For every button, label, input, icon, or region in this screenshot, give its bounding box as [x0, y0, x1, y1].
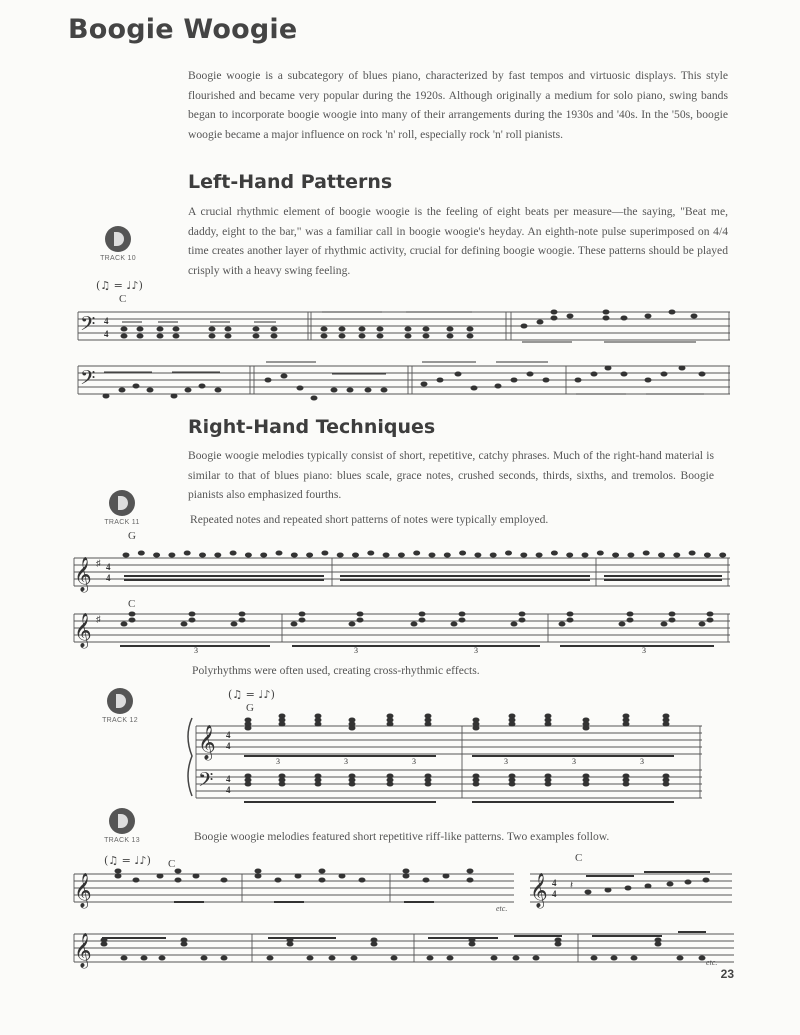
note-head — [473, 782, 479, 786]
note-head — [623, 782, 629, 786]
note-head — [101, 942, 107, 946]
note-head — [513, 956, 519, 960]
note-head — [545, 778, 551, 782]
note-head — [419, 612, 425, 616]
note-head — [221, 956, 227, 960]
triplet-label: 3 — [572, 757, 576, 766]
note-head — [154, 553, 160, 557]
intro-paragraph: Boogie woogie is a subcategory of blues piano, characterized by fast tempos and virtuosic displays. This style flourished and became very popular during the 1920s. Although originally a medium for solo piano, swing bands began to incorporate boogie woogie into many of their arrangements during the 1930s and '40s. In the '50s, boogie woogie became a major influence on rock 'n' roll, especially rock 'n' roll pianists. — [188, 69, 728, 141]
note-head — [339, 874, 345, 878]
note-head — [349, 726, 355, 730]
note-head — [677, 956, 683, 960]
note-head — [387, 778, 393, 782]
svg-text:4: 4 — [226, 741, 231, 751]
note-head — [491, 956, 497, 960]
note-head — [583, 718, 589, 722]
svg-text:𝄞: 𝄞 — [74, 613, 92, 648]
note-head — [663, 774, 669, 778]
note-head — [121, 956, 127, 960]
note-head — [315, 722, 321, 726]
note-head — [230, 551, 236, 555]
track-12-label: TRACK 12 — [102, 717, 138, 724]
note-head — [267, 956, 273, 960]
svg-text:𝄢: 𝄢 — [80, 366, 96, 394]
note-head — [315, 714, 321, 718]
note-head — [583, 726, 589, 730]
note-head — [509, 722, 515, 726]
note-head — [398, 553, 404, 557]
note-head — [291, 622, 297, 626]
triplet-label: 3 — [642, 646, 646, 655]
note-head — [279, 782, 285, 786]
note-head — [315, 718, 321, 722]
note-head — [279, 778, 285, 782]
svg-text:𝄽: 𝄽 — [570, 880, 574, 891]
note-head — [583, 722, 589, 726]
note-head — [349, 622, 355, 626]
note-head — [414, 551, 420, 555]
note-head — [704, 553, 710, 557]
note-head — [157, 874, 163, 878]
note-head — [349, 778, 355, 782]
note-head — [423, 878, 429, 882]
triplet-label: 3 — [474, 646, 478, 655]
note-head — [315, 782, 321, 786]
note-head — [299, 618, 305, 622]
caption-track-11: Repeated notes and repeated short patterns of notes were typically employed. — [190, 513, 549, 526]
note-head — [279, 722, 285, 726]
note-head — [169, 553, 175, 557]
left-hand-heading: Left-Hand Patterns — [188, 171, 393, 193]
note-head — [536, 553, 542, 557]
note-head — [351, 956, 357, 960]
note-head — [473, 722, 479, 726]
note-head — [511, 622, 517, 626]
note-head — [349, 782, 355, 786]
note-head — [299, 612, 305, 616]
svg-text:𝄢: 𝄢 — [198, 768, 214, 796]
note-head — [371, 942, 377, 946]
note-head — [567, 553, 573, 557]
note-head — [189, 618, 195, 622]
note-head — [628, 553, 634, 557]
note-head — [307, 553, 313, 557]
note-head — [141, 956, 147, 960]
note-head — [663, 782, 669, 786]
swing-marking: (♫ = ♩♪) — [96, 279, 143, 292]
note-head — [707, 612, 713, 616]
note-head — [591, 956, 597, 960]
note-head — [545, 774, 551, 778]
svg-text:𝄞: 𝄞 — [198, 725, 216, 760]
note-head — [659, 553, 665, 557]
note-head — [567, 618, 573, 622]
chord-symbol-12: G — [246, 702, 254, 714]
note-head — [475, 553, 481, 557]
note-head — [473, 778, 479, 782]
note-head — [245, 774, 251, 778]
note-head — [387, 782, 393, 786]
note-head — [669, 618, 675, 622]
note-head — [559, 622, 565, 626]
note-head — [473, 726, 479, 730]
note-head — [387, 774, 393, 778]
left-hand-paragraph: A crucial rhythmic element of boogie woogie is the feeling of eight beats per measure—the saying, "Beat me, daddy, eight to the bar," was a familiar call in boogie woogie's heyday. An eighth-note pulse superimposed on 4/4 time creates another layer of rhythmic activity, crucial for defining boogie woogie. These patterns should be played crisply with a heavy swing feeling. — [188, 205, 728, 277]
track-11-label: TRACK 11 — [104, 519, 140, 526]
note-head — [255, 869, 261, 873]
note-head — [193, 874, 199, 878]
note-head — [555, 942, 561, 946]
note-head — [519, 618, 525, 622]
note-head — [669, 612, 675, 616]
note-head — [315, 778, 321, 782]
note-head — [459, 618, 465, 622]
triplet-label: 3 — [504, 757, 508, 766]
left-hand-staff-2 — [78, 358, 730, 408]
note-head — [699, 956, 705, 960]
note-head — [357, 612, 363, 616]
note-head — [357, 618, 363, 622]
note-head — [583, 774, 589, 778]
chord-symbol-c: C — [128, 598, 136, 610]
note-head — [623, 718, 629, 722]
svg-text:4: 4 — [226, 785, 231, 795]
caption-track-13: Boogie woogie melodies featured short repetitive riff-like patterns. Two examples follow. — [194, 830, 610, 843]
page-number: 23 — [720, 967, 734, 981]
note-head — [451, 622, 457, 626]
note-head — [663, 718, 669, 722]
note-head — [129, 612, 135, 616]
track-10-label: TRACK 10 — [100, 255, 136, 262]
note-head — [279, 714, 285, 718]
note-head — [215, 553, 221, 557]
note-head — [509, 718, 515, 722]
note-head — [349, 774, 355, 778]
note-head — [545, 722, 551, 726]
note-head — [175, 869, 181, 873]
right-hand-staff-2 — [74, 600, 730, 654]
note-head — [545, 782, 551, 786]
note-head — [133, 878, 139, 882]
svg-text:𝄞: 𝄞 — [530, 873, 548, 908]
note-head — [329, 956, 335, 960]
note-head — [189, 612, 195, 616]
note-head — [239, 618, 245, 622]
note-head — [460, 551, 466, 555]
note-head — [121, 622, 127, 626]
note-head — [231, 622, 237, 626]
svg-text:4: 4 — [552, 889, 557, 899]
note-head — [291, 553, 297, 557]
note-head — [275, 878, 281, 882]
note-head — [425, 778, 431, 782]
note-head — [533, 956, 539, 960]
note-head — [469, 942, 475, 946]
svg-text:♯: ♯ — [96, 558, 101, 568]
audio-track-icon — [109, 808, 135, 834]
note-head — [689, 551, 695, 555]
triplet-label: 3 — [640, 757, 644, 766]
note-head — [429, 553, 435, 557]
note-head — [597, 551, 603, 555]
triplet-label: 3 — [276, 757, 280, 766]
note-head — [551, 551, 557, 555]
svg-text:𝄢: 𝄢 — [80, 312, 96, 340]
note-head — [623, 774, 629, 778]
note-head — [555, 938, 561, 942]
note-head — [699, 622, 705, 626]
note-head — [655, 942, 661, 946]
note-head — [545, 714, 551, 718]
svg-text:4: 4 — [104, 329, 109, 339]
triplet-label: 3 — [344, 757, 348, 766]
note-head — [115, 869, 121, 873]
note-head — [667, 882, 673, 886]
note-head — [613, 553, 619, 557]
note-head — [353, 553, 359, 557]
note-head — [123, 553, 129, 557]
triplet-label: 3 — [412, 757, 416, 766]
note-head — [322, 551, 328, 555]
note-head — [509, 782, 515, 786]
note-head — [387, 714, 393, 718]
note-head — [447, 956, 453, 960]
note-head — [403, 874, 409, 878]
riff-staff-1 — [74, 862, 732, 912]
note-head — [391, 956, 397, 960]
riff-staff-2 — [74, 920, 736, 970]
note-head — [387, 718, 393, 722]
note-head — [519, 612, 525, 616]
audio-track-icon — [105, 226, 131, 252]
note-head — [707, 618, 713, 622]
note-head — [349, 718, 355, 722]
note-head — [582, 553, 588, 557]
track-10-icon[interactable] — [96, 226, 140, 262]
etc-marking-1: etc. — [496, 904, 508, 913]
grand-staff-polyrhythm — [186, 712, 704, 808]
note-head — [319, 878, 325, 882]
note-head — [521, 553, 527, 557]
note-head — [371, 938, 377, 942]
audio-track-icon — [107, 688, 133, 714]
note-head — [663, 778, 669, 782]
note-head — [349, 722, 355, 726]
note-head — [138, 551, 144, 555]
note-head — [307, 956, 313, 960]
note-head — [295, 874, 301, 878]
note-head — [663, 714, 669, 718]
note-head — [685, 880, 691, 884]
svg-text:𝄞: 𝄞 — [74, 933, 92, 968]
note-head — [181, 942, 187, 946]
chord-symbol-g: G — [128, 530, 136, 542]
note-head — [473, 718, 479, 722]
note-head — [181, 622, 187, 626]
note-head — [337, 553, 343, 557]
note-head — [674, 553, 680, 557]
note-head — [661, 622, 667, 626]
note-head — [245, 553, 251, 557]
note-head — [200, 553, 206, 557]
note-head — [181, 938, 187, 942]
note-head — [255, 874, 261, 878]
note-head — [411, 622, 417, 626]
note-head — [201, 956, 207, 960]
track-11-icon[interactable] — [100, 490, 144, 526]
note-head — [509, 774, 515, 778]
note-head — [545, 718, 551, 722]
note-head — [663, 722, 669, 726]
note-head — [276, 551, 282, 555]
note-head — [425, 722, 431, 726]
note-head — [425, 714, 431, 718]
note-head — [444, 553, 450, 557]
swing-marking-13: (♫ = ♩♪) — [104, 854, 151, 867]
note-head — [315, 774, 321, 778]
track-13-label: TRACK 13 — [104, 837, 140, 844]
svg-text:4: 4 — [106, 573, 111, 583]
note-head — [279, 774, 285, 778]
note-head — [623, 722, 629, 726]
svg-text:4: 4 — [226, 774, 231, 784]
note-head — [245, 718, 251, 722]
note-head — [319, 869, 325, 873]
note-head — [509, 778, 515, 782]
note-head — [245, 782, 251, 786]
svg-text:𝄞: 𝄞 — [74, 557, 92, 592]
note-head — [383, 553, 389, 557]
svg-text:4: 4 — [106, 562, 111, 572]
note-head — [459, 612, 465, 616]
note-head — [490, 553, 496, 557]
etc-marking-2: etc. — [706, 958, 718, 967]
note-head — [467, 878, 473, 882]
note-head — [239, 612, 245, 616]
note-head — [585, 890, 591, 894]
note-head — [509, 714, 515, 718]
note-head — [467, 869, 473, 873]
track-13-icon[interactable] — [100, 808, 144, 844]
note-head — [368, 551, 374, 555]
note-head — [567, 612, 573, 616]
svg-text:4: 4 — [104, 316, 109, 326]
note-head — [627, 612, 633, 616]
note-head — [473, 774, 479, 778]
note-head — [245, 726, 251, 730]
page-title: Boogie Woogie — [68, 14, 298, 45]
caption-track-12: Polyrhythms were often used, creating cross-rhythmic effects. — [192, 664, 480, 677]
note-head — [221, 878, 227, 882]
note-head — [619, 622, 625, 626]
note-head — [443, 874, 449, 878]
note-head — [583, 782, 589, 786]
note-head — [129, 618, 135, 622]
chord-symbol-13a: C — [168, 858, 176, 870]
note-head — [261, 553, 267, 557]
note-head — [184, 551, 190, 555]
svg-text:4: 4 — [552, 878, 557, 888]
note-head — [425, 718, 431, 722]
note-head — [506, 551, 512, 555]
chord-symbol-13b: C — [575, 852, 583, 864]
note-head — [623, 714, 629, 718]
note-head — [625, 886, 631, 890]
note-head — [287, 942, 293, 946]
note-head — [583, 778, 589, 782]
audio-track-icon — [109, 490, 135, 516]
right-hand-heading: Right-Hand Techniques — [188, 416, 436, 438]
note-head — [419, 618, 425, 622]
note-head — [425, 782, 431, 786]
svg-text:4: 4 — [226, 730, 231, 740]
swing-marking-12: (♫ = ♩♪) — [228, 688, 275, 701]
note-head — [645, 884, 651, 888]
note-head — [359, 878, 365, 882]
triplet-label: 3 — [354, 646, 358, 655]
note-head — [627, 618, 633, 622]
note-head — [403, 869, 409, 873]
triplet-label: 3 — [194, 646, 198, 655]
track-12-icon[interactable] — [98, 688, 142, 724]
note-head — [159, 956, 165, 960]
left-hand-staff-1 — [78, 304, 730, 354]
right-hand-staff-1 — [74, 544, 730, 590]
note-head — [245, 722, 251, 726]
note-head — [115, 874, 121, 878]
note-head — [631, 956, 637, 960]
note-head — [623, 778, 629, 782]
note-head — [245, 778, 251, 782]
note-head — [655, 938, 661, 942]
note-head — [605, 888, 611, 892]
note-head — [703, 878, 709, 882]
svg-text:𝄞: 𝄞 — [74, 873, 92, 908]
note-head — [425, 774, 431, 778]
note-head — [279, 718, 285, 722]
note-head — [643, 551, 649, 555]
chord-symbol: C — [119, 293, 127, 305]
note-head — [611, 956, 617, 960]
note-head — [720, 553, 726, 557]
note-head — [175, 878, 181, 882]
right-hand-paragraph: Boogie woogie melodies typically consist of short, repetitive, catchy phrases. Much of the right-hand material is similar to that of blues piano: blues scale, grace notes, crushed seconds, thirds, sixths, and tremolos. Boogie pianists also emphasized fourths. — [188, 449, 714, 501]
note-head — [387, 722, 393, 726]
note-head — [427, 956, 433, 960]
svg-text:♯: ♯ — [96, 614, 101, 624]
